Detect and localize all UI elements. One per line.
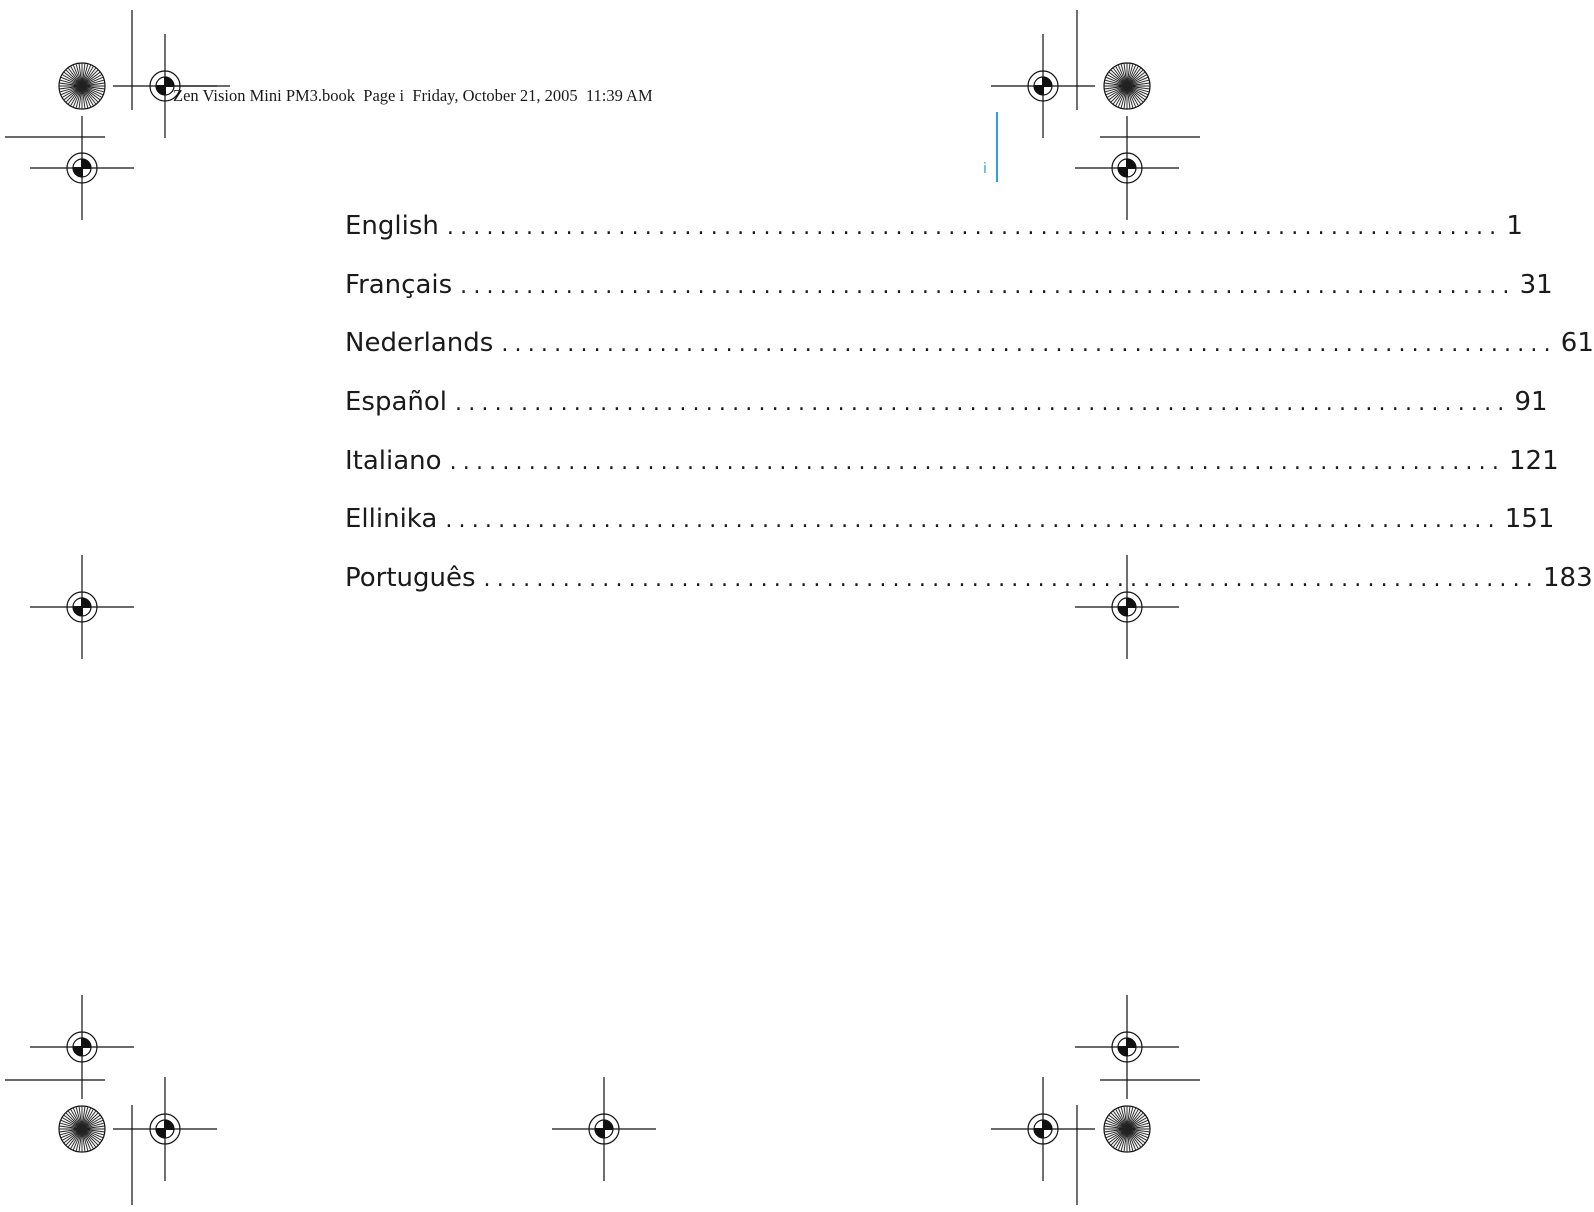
toc-dot-leader: ................................................................................: [460, 273, 1516, 299]
toc-entry-label: Italiano: [345, 445, 442, 476]
toc-entry[interactable]: [345, 556, 1593, 615]
star-target-top-left: [59, 63, 105, 109]
toc-entry-page: 31: [1519, 269, 1553, 300]
toc-dot-leader: ................................................................................: [445, 508, 1501, 534]
toc-entry-page: 151: [1504, 504, 1555, 535]
running-head: Zen Vision Mini PM3.book Page i Friday, October 21, 2005 11:39 AM: [173, 86, 653, 105]
toc-entry[interactable]: [345, 439, 1559, 498]
toc-entry[interactable]: [345, 321, 1594, 380]
registration-mark-left-lower: [30, 995, 134, 1099]
star-target-bottom-right: [1104, 1106, 1150, 1152]
toc-entry-page: 61: [1560, 328, 1594, 359]
star-target-top-right: [1104, 63, 1150, 109]
table-of-contents: [345, 204, 1594, 615]
page-number: i: [983, 161, 987, 177]
toc-dot-leader: ................................................................................: [501, 332, 1557, 358]
toc-dot-leader: ................................................................................: [455, 391, 1511, 417]
registration-mark-left-middle: [30, 555, 134, 659]
registration-mark-right-upper: [1075, 116, 1179, 220]
toc-entry[interactable]: [345, 204, 1523, 263]
page-number-rule: [996, 112, 998, 182]
toc-dot-leader: ................................................................................: [483, 567, 1539, 593]
toc-entry-label: Ellinika: [345, 504, 438, 535]
toc-entry-page: 91: [1514, 387, 1548, 418]
registration-mark-right-lower: [1075, 995, 1179, 1099]
registration-mark-bottom-center: [552, 1077, 656, 1181]
toc-entry[interactable]: [345, 263, 1553, 322]
toc-entry-label: English: [345, 211, 439, 241]
toc-dot-leader: ................................................................................: [449, 449, 1506, 475]
registration-mark-top-right: [991, 34, 1095, 138]
toc-entry-label: Português: [345, 563, 476, 594]
toc-entry[interactable]: [345, 497, 1555, 556]
toc-entry-label: Español: [345, 387, 448, 418]
toc-entry-page: 1: [1506, 211, 1523, 241]
toc-entry-page: 183: [1543, 563, 1593, 594]
toc-entry-label: Français: [345, 269, 453, 300]
registration-mark-bottom-left: [113, 1077, 217, 1181]
toc-entry-label: Nederlands: [345, 328, 494, 359]
registration-mark-left-upper: [30, 116, 134, 220]
registration-mark-bottom-right: [991, 1077, 1095, 1181]
toc-entry[interactable]: [345, 380, 1548, 439]
toc-dot-leader: ................................................................................: [446, 215, 1503, 240]
star-target-bottom-left: [59, 1106, 105, 1152]
toc-entry-page: 121: [1509, 445, 1559, 476]
